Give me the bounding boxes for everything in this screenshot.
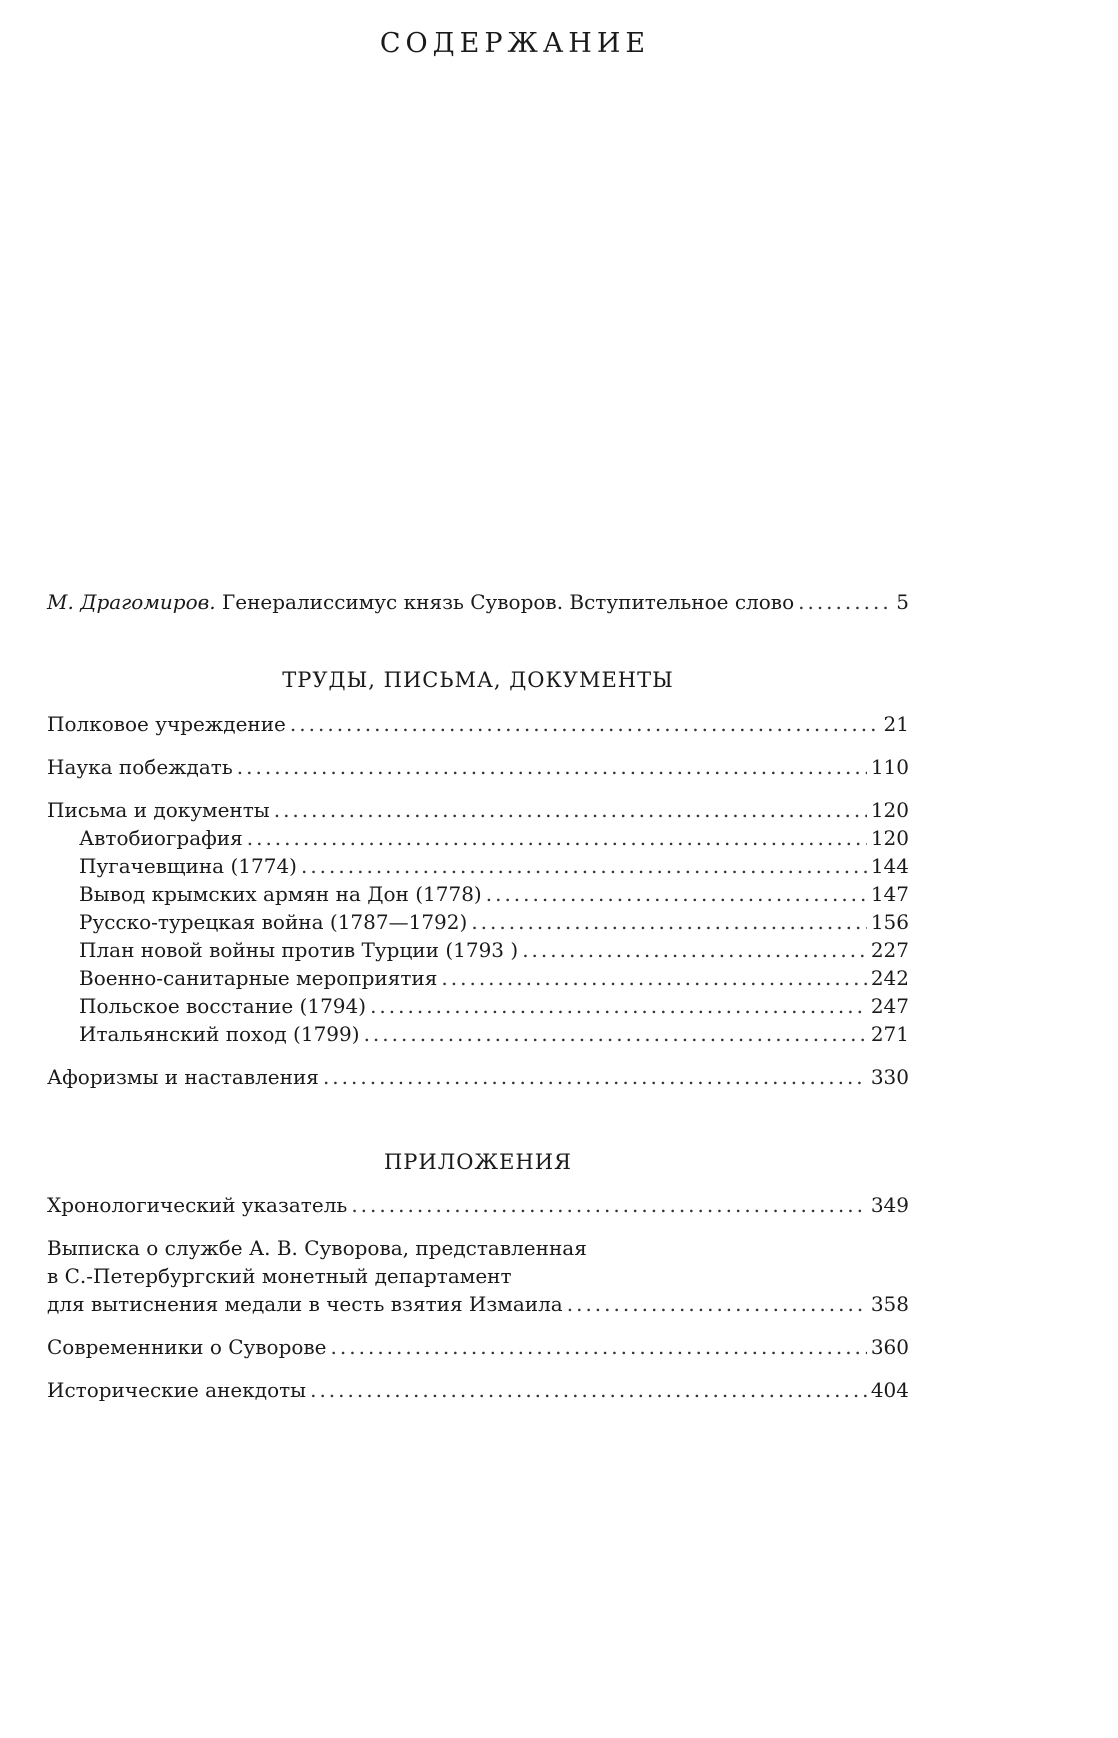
section-heading-works: ТРУДЫ, ПИСЬМА, ДОКУМЕНТЫ xyxy=(282,668,674,692)
toc-subentry[interactable] xyxy=(47,936,909,964)
toc-subentry[interactable] xyxy=(47,880,909,908)
dot-leader xyxy=(486,880,867,908)
toc-entry-page: 242 xyxy=(870,966,909,990)
toc-entry-author: М. Драгомиров. xyxy=(47,590,216,614)
toc-entry-page: 110 xyxy=(870,755,909,779)
page-title: СОДЕРЖАНИЕ xyxy=(379,28,651,59)
toc-subentry[interactable] xyxy=(47,852,909,880)
toc-entry-page: 358 xyxy=(870,1292,909,1316)
dot-leader xyxy=(567,1290,867,1318)
toc-entry-label: Русско-турецкая война (1787—1792) xyxy=(79,910,468,934)
toc-entry-page: 147 xyxy=(870,882,909,906)
toc-entry-label: Пугачевщина (1774) xyxy=(79,854,297,878)
toc-entry[interactable] xyxy=(47,588,909,616)
toc-entry-label: Вывод крымских армян на Дон (1778) xyxy=(79,882,482,906)
toc-entry[interactable] xyxy=(47,1290,909,1318)
toc-subentry[interactable] xyxy=(47,824,909,852)
toc-entry-label: Военно-санитарные мероприятия xyxy=(79,966,438,990)
toc-entry-page: 144 xyxy=(870,854,909,878)
toc-entry-page: 360 xyxy=(870,1335,909,1359)
dot-leader xyxy=(522,936,867,964)
toc-entry[interactable] xyxy=(47,796,909,824)
toc-subentry[interactable] xyxy=(47,908,909,936)
toc-entry-label: Афоризмы и наставления xyxy=(47,1065,319,1089)
toc-entry-label: Исторические анекдоты xyxy=(47,1378,307,1402)
toc-entry-page: 404 xyxy=(870,1378,909,1402)
dot-leader xyxy=(274,796,867,824)
dot-leader xyxy=(301,852,867,880)
toc-entry-label: Хронологический указатель xyxy=(47,1193,348,1217)
dot-leader xyxy=(351,1191,867,1219)
toc-subentry[interactable] xyxy=(47,992,909,1020)
toc-entry[interactable] xyxy=(47,1191,909,1219)
toc-entry-line: в С.-Петербургский монетный департамент xyxy=(47,1264,512,1288)
toc-entry-page: 120 xyxy=(870,826,909,850)
toc-entry-page: 349 xyxy=(870,1193,909,1217)
toc-entry-label: для вытиснения медали в честь взятия Измаила xyxy=(47,1292,563,1316)
toc-entry-label: Современники о Суворове xyxy=(47,1335,327,1359)
toc-entry[interactable] xyxy=(47,710,909,738)
toc-entry-label: Письма и документы xyxy=(47,798,270,822)
dot-leader xyxy=(798,588,892,616)
toc-entry-page: 271 xyxy=(870,1022,909,1046)
toc-entry-label xyxy=(47,588,794,616)
toc-entry[interactable] xyxy=(47,1063,909,1091)
toc-entry-page: 227 xyxy=(870,938,909,962)
dot-leader xyxy=(237,753,867,781)
toc-entry-page: 156 xyxy=(870,910,909,934)
toc-entry-line: Выписка о службе А. В. Суворова, представленная xyxy=(47,1236,587,1260)
toc-entry-page: 330 xyxy=(870,1065,909,1089)
dot-leader xyxy=(310,1376,867,1404)
section-heading-appendices: ПРИЛОЖЕНИЯ xyxy=(383,1150,572,1174)
toc-entry-label: Автобиография xyxy=(79,826,243,850)
dot-leader xyxy=(364,1020,867,1048)
toc-entry[interactable] xyxy=(47,1333,909,1361)
toc-entry[interactable] xyxy=(47,1376,909,1404)
dot-leader xyxy=(370,992,867,1020)
toc-entry-label: План новой войны против Турции (1793 ) xyxy=(79,938,519,962)
dot-leader xyxy=(290,710,880,738)
toc-intro xyxy=(47,588,909,616)
toc-entry[interactable] xyxy=(47,753,909,781)
dot-leader xyxy=(441,964,866,992)
toc-section-appendices xyxy=(47,1191,909,1404)
toc-entry-label: Полковое учреждение xyxy=(47,712,286,736)
dot-leader xyxy=(323,1063,867,1091)
toc-entry-label: Наука побеждать xyxy=(47,755,233,779)
dot-leader xyxy=(247,824,867,852)
toc-entry-page: 21 xyxy=(883,712,909,736)
toc-subentry[interactable] xyxy=(47,964,909,992)
toc-entry-label: Польское восстание (1794) xyxy=(79,994,367,1018)
toc-entry-page: 120 xyxy=(870,798,909,822)
toc-entry-title: Генералиссимус князь Суворов. Вступительное слово xyxy=(215,590,795,614)
dot-leader xyxy=(331,1333,867,1361)
toc-section-works xyxy=(47,710,909,1091)
toc-entry-page: 5 xyxy=(896,590,909,614)
toc-entry-page: 247 xyxy=(870,994,909,1018)
dot-leader xyxy=(471,908,867,936)
toc-entry-label: Итальянский поход (1799) xyxy=(79,1022,360,1046)
toc-subentry[interactable] xyxy=(47,1020,909,1048)
